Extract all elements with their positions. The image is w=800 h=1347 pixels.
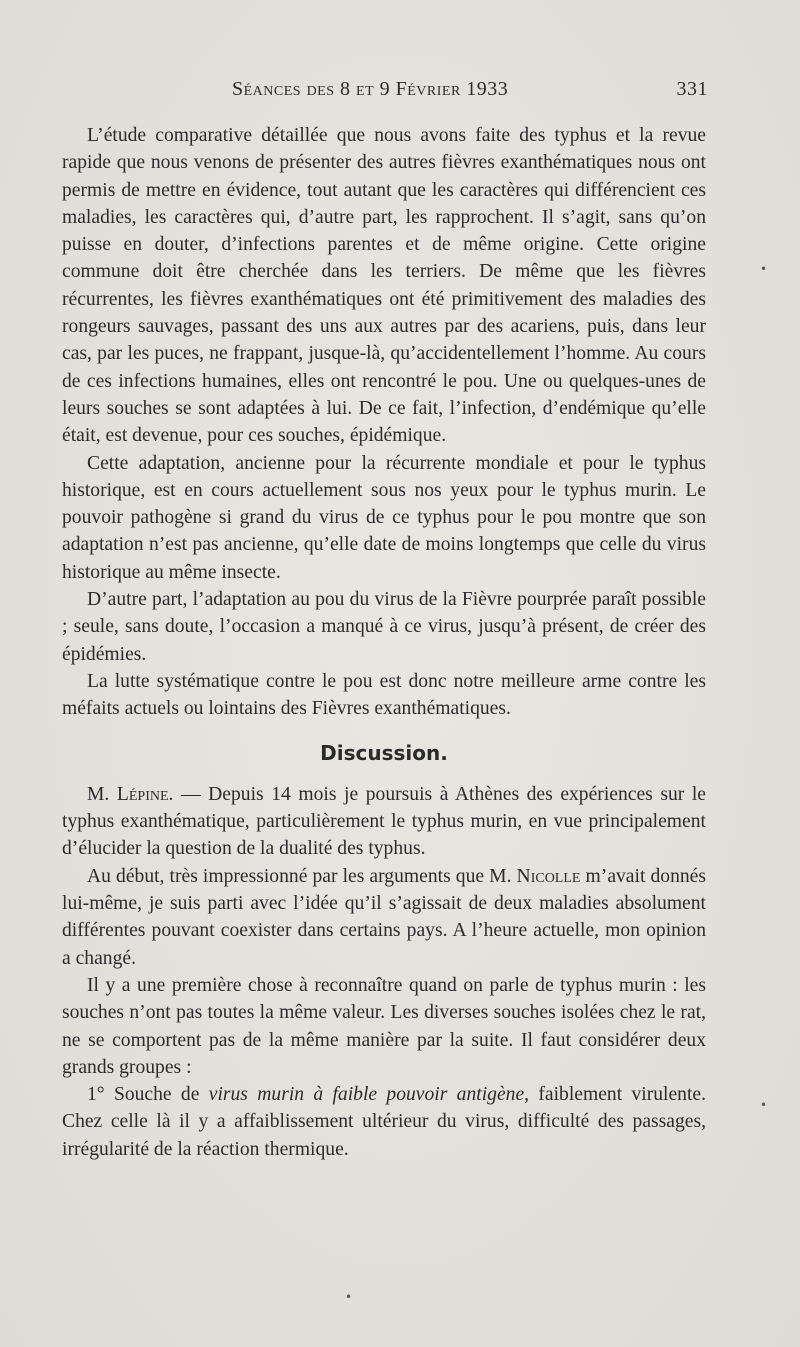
margin-mark: • bbox=[760, 1098, 768, 1112]
paragraph: La lutte systématique contre le pou est donc notre meilleure arme contre les méfaits actuels ou lointains des Fièvres exanthématiques. bbox=[62, 670, 706, 720]
section-heading: Discussion. bbox=[320, 740, 448, 765]
cited-name: Nicolle bbox=[516, 865, 581, 887]
paragraph: L’étude comparative détaillée que nous avons faite des typhus et la revue rapide que nous venons de présenter des autres fièvres exanthématiques nous ont permis de mettre en évidence, tout autant que les caractères qui différencient ces maladies, les caractères qui, d’autre part, les rapprochent. Il s’agit, sans qu’on puisse en douter, d’infections parentes et de même origine. Cette origine commune doit être cherchée dans les terriers. De même que les fièvres récurrentes, les fièvres exanthématiques ont été primitivement des maladies des rongeurs sauvages, passant des uns aux autres par des acariens, puis, dans leur cas, par les puces, ne frappant, jusque-là, qu’accidentellement l’homme. Au cours de ces infections humaines, elles ont rencontré le pou. Une ou quelques-unes de leurs souches se sont adaptées à lui. De ce fait, l’infection, d’endémique qu’elle était, est devenue, pour ces souches, épidémique. bbox=[62, 125, 706, 447]
discussion-paragraph: Il y a une première chose à reconnaître quand on parle de typhus murin : les souches n’ont pas toutes la même valeur. Les diverses souches isolées chez le rat, ne se comportent pas de la même manière par la suite. Il faut considérer deux grands groupes : bbox=[62, 974, 706, 1078]
page-header bbox=[232, 78, 708, 108]
margin-mark: • bbox=[345, 1290, 353, 1304]
discussion-paragraph bbox=[62, 1081, 706, 1163]
paragraph: D’autre part, l’adaptation au pou du virus de la Fièvre pourprée paraît possible ; seule, sans doute, l’occasion a manqué à ce virus, jusqu’à présent, de créer des épidémies. bbox=[62, 589, 706, 665]
speaker-name: M. Lépine. bbox=[87, 783, 174, 805]
paragraph-text: 1° Souche de bbox=[87, 1084, 209, 1106]
running-title: Séances des 8 et 9 Février 1933 bbox=[232, 78, 509, 100]
italic-term: virus murin à faible pouvoir antigène bbox=[208, 1084, 525, 1106]
paragraph-text: — Depuis 14 mois je poursuis à Athènes des expériences sur le typhus exanthématique, particulièrement le typhus murin, en vue principalement d’élucider la question de la dualité des typhus. bbox=[62, 783, 706, 860]
page-body bbox=[62, 122, 706, 1163]
discussion-paragraph bbox=[62, 863, 706, 972]
page-number: 331 bbox=[676, 78, 708, 100]
margin-mark: • bbox=[760, 262, 768, 276]
paragraph-text: m’avait donnés lui-même, je suis parti avec l’idée qu’il s’agissait de deux maladies absolument différentes pouvant coexister dans certains pays. A l’heure actuelle, mon opinion a changé. bbox=[62, 865, 706, 969]
discussion-paragraph bbox=[62, 781, 706, 863]
paragraph: Cette adaptation, ancienne pour la récurrente mondiale et pour le typhus historique, est en cours actuellement sous nos yeux pour le typhus murin. Le pouvoir pathogène si grand du virus de ce typhus pour le pou montre que son adaptation n’est pas ancienne, qu’elle date de moins longtemps que celle du virus historique au même insecte. bbox=[62, 452, 706, 583]
paragraph-text: Au début, très impressionné par les arguments que M. bbox=[87, 865, 517, 887]
paragraph-text: , faiblement virulente. Chez celle là il y a affaiblissement ultérieur du virus, difficulté des passages, irrégularité de la réaction thermique. bbox=[62, 1084, 706, 1160]
